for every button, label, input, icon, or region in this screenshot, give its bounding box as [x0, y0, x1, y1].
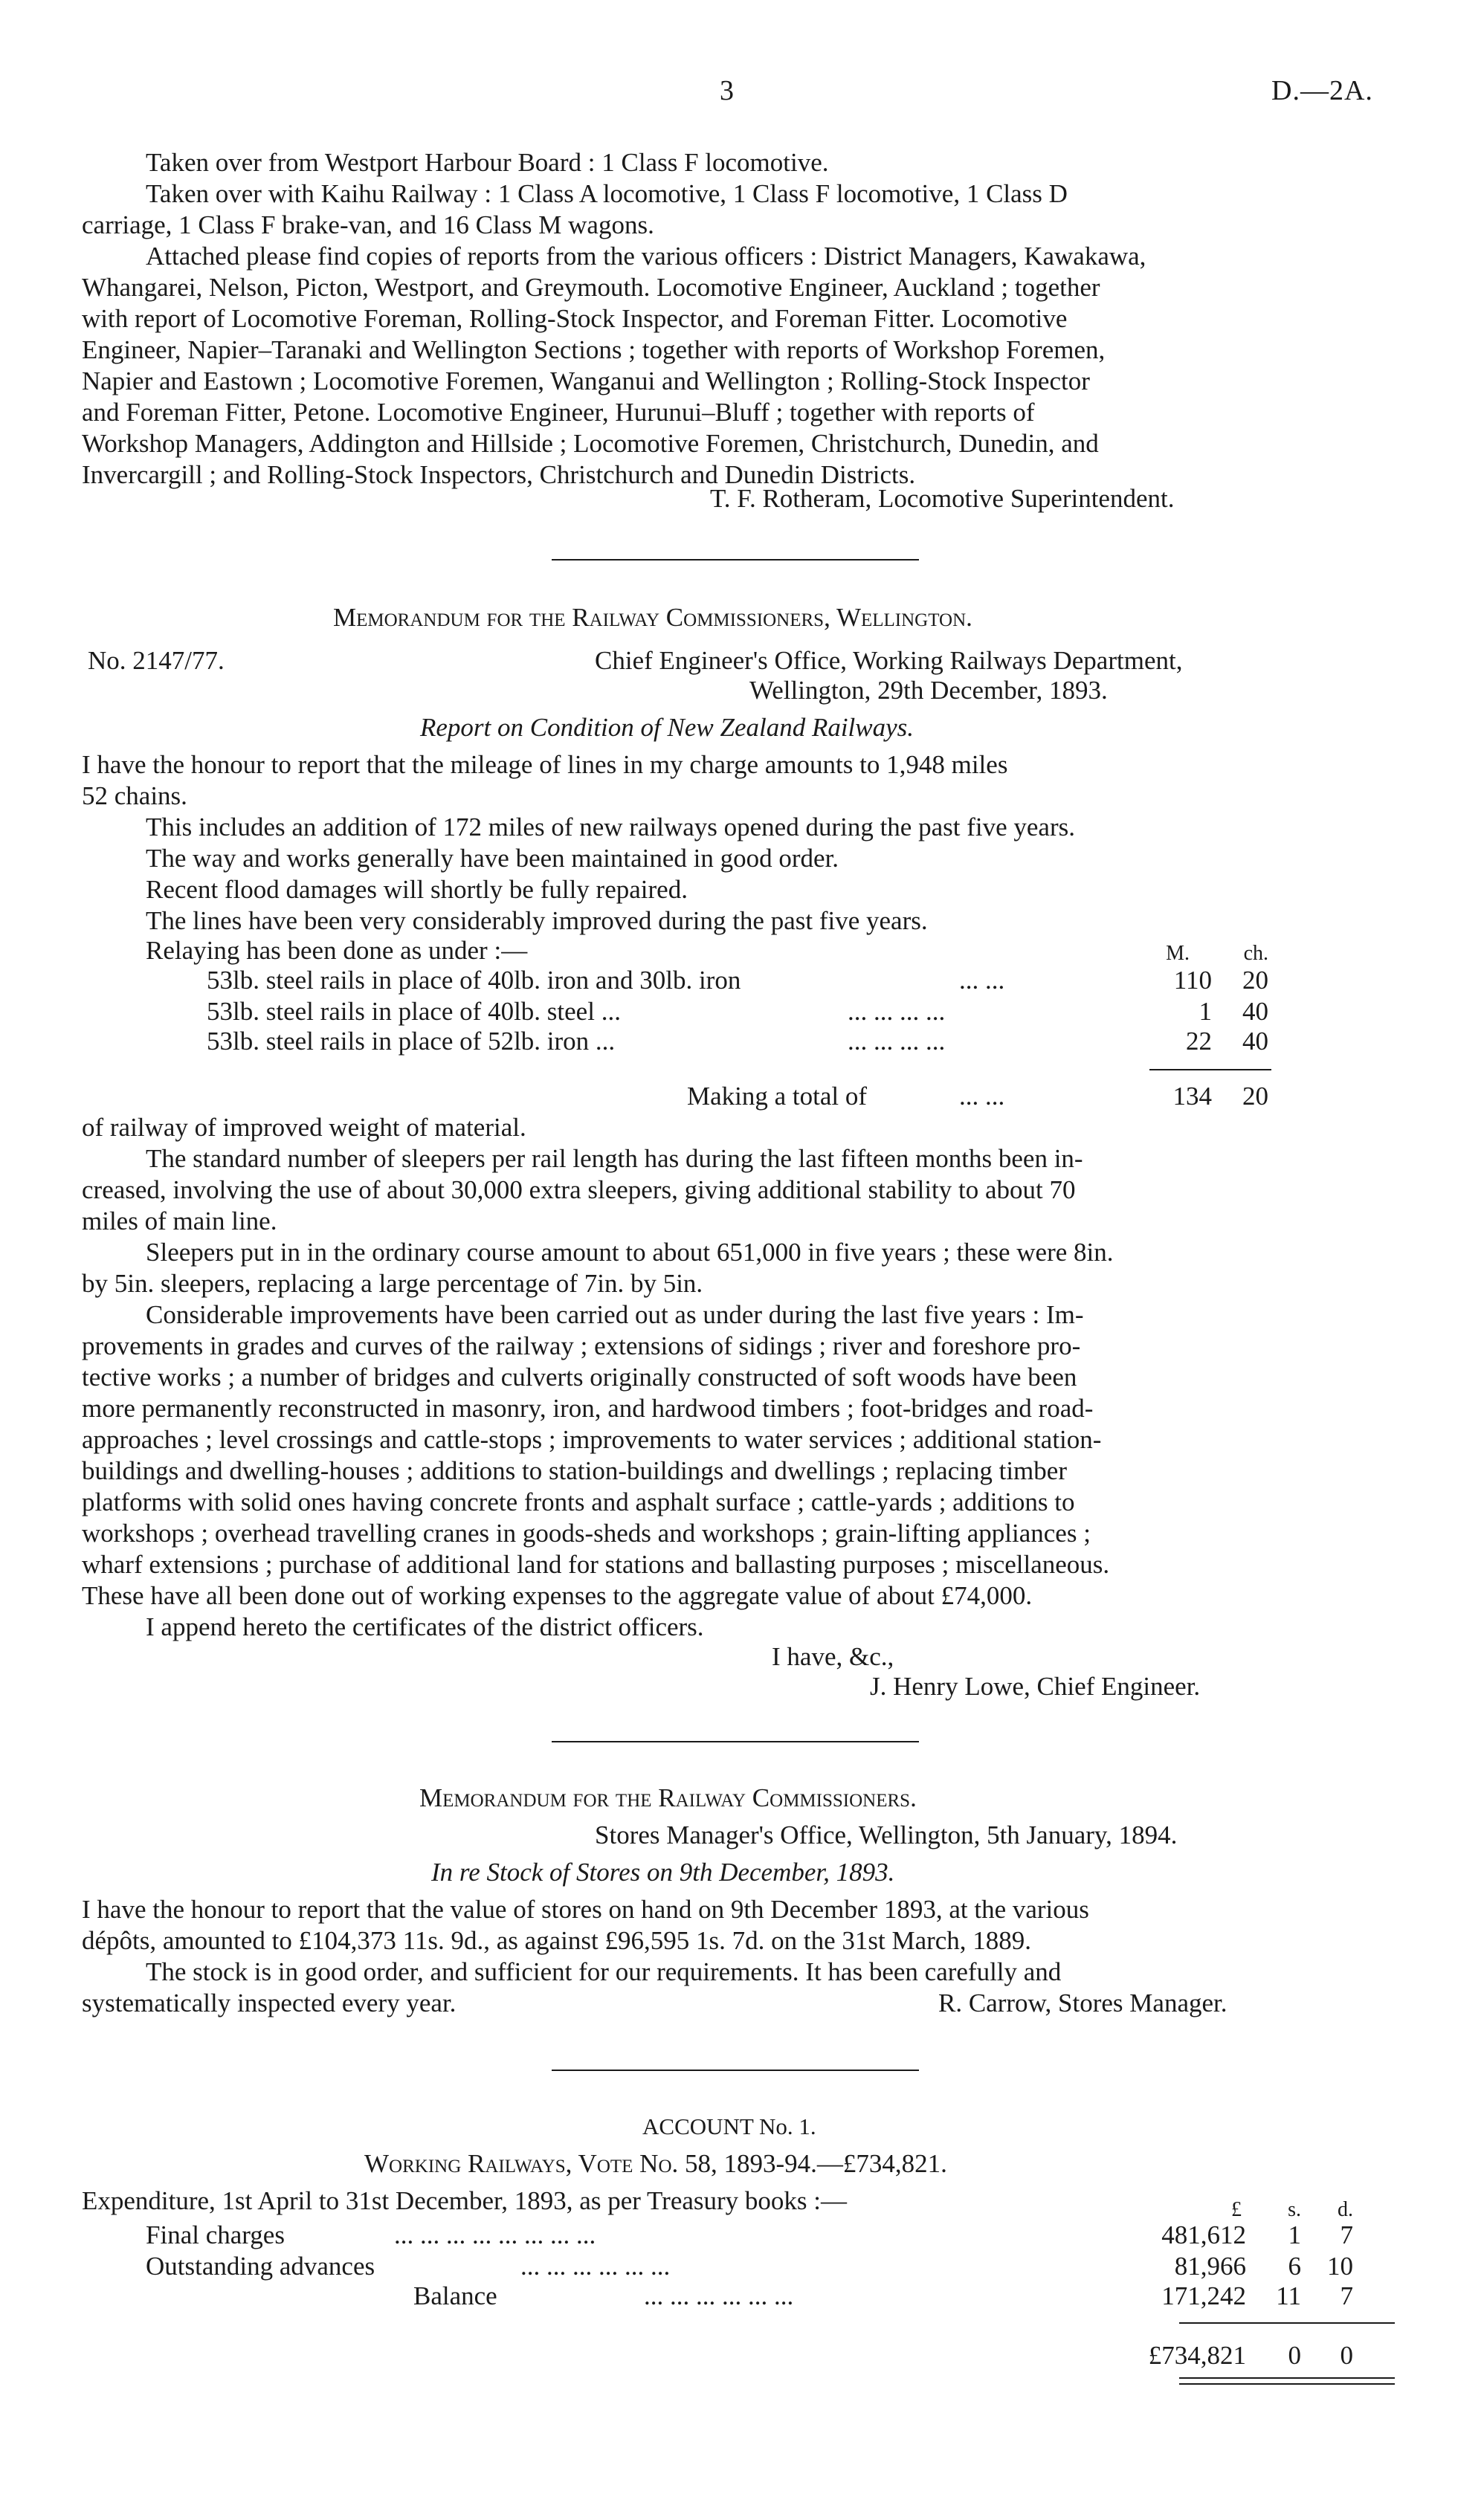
- row-leaders: ... ... ... ... ... ...: [644, 2281, 794, 2310]
- column-header-pounds: £: [1231, 2198, 1242, 2221]
- text-line: Considerable improvements have been carried out as under during the last five years : Im-: [146, 1300, 1084, 1329]
- row-leaders: ... ... ... ... ... ...: [520, 2252, 671, 2281]
- text-line: Workshop Managers, Addington and Hillside ; Locomotive Foremen, Christchurch, Dunedin, and: [82, 429, 1099, 458]
- text-line: Napier and Eastown ; Locomotive Foremen, Wanganui and Wellington ; Rolling-Stock Inspector: [82, 366, 1090, 395]
- text-line: creased, involving the use of about 30,000 extra sleepers, giving additional stability to about 70: [82, 1175, 1076, 1204]
- text-line: workshops ; overhead travelling cranes in goods-sheds and workshops ; grain-lifting appliances ;: [82, 1519, 1091, 1548]
- column-header-chains: ch.: [1243, 942, 1268, 965]
- column-header-miles: M.: [1166, 942, 1190, 965]
- text-line: Sleepers put in in the ordinary course amount to about 651,000 in five years ; these were 8in.: [146, 1238, 1114, 1267]
- account-sum-rule: [1179, 2322, 1395, 2324]
- page-number: 3: [720, 75, 734, 106]
- text-line: and Foreman Fitter, Petone. Locomotive Engineer, Hurunui–Bluff ; together with reports of: [82, 398, 1035, 427]
- total-shillings: 0: [1288, 2341, 1301, 2370]
- text-line: Attached please find copies of reports from the various officers : District Managers, Kawakawa,: [146, 242, 1146, 271]
- account-subtitle: Working Railways, Vote No. 58, 1893-94.—£734,821.: [364, 2149, 947, 2178]
- row-miles: 22: [1186, 1027, 1212, 1056]
- memo-office-line: Stores Manager's Office, Wellington, 5th January, 1894.: [595, 1820, 1178, 1849]
- table-sum-rule: [1149, 1069, 1271, 1070]
- account-title: ACCOUNT No. 1.: [642, 2113, 816, 2139]
- total-leaders: ... ...: [959, 1082, 1005, 1111]
- text-line: provements in grades and curves of the railway ; extensions of sidings ; river and foreshore pro-: [82, 1331, 1081, 1360]
- document-reference: D.—2A.: [1271, 75, 1373, 106]
- row-miles: 1: [1199, 997, 1212, 1026]
- column-header-pence: d.: [1338, 2198, 1353, 2221]
- row-label: 53lb. steel rails in place of 40lb. iron and 30lb. iron: [207, 966, 741, 995]
- total-chains: 20: [1242, 1082, 1268, 1111]
- text-line: The standard number of sleepers per rail length has during the last fifteen months been in-: [146, 1144, 1083, 1173]
- memo-reference-number: No. 2147/77.: [88, 646, 225, 675]
- row-label: Balance: [413, 2281, 497, 2310]
- row-shillings: 6: [1288, 2252, 1301, 2281]
- text-line: The lines have been very considerably improved during the past five years.: [146, 906, 928, 935]
- text-line: of railway of improved weight of material.: [82, 1113, 526, 1142]
- text-line: wharf extensions ; purchase of additional land for stations and ballasting purposes ; miscellaneous.: [82, 1550, 1110, 1579]
- text-line: carriage, 1 Class F brake-van, and 16 Class M wagons.: [82, 210, 654, 239]
- text-line: by 5in. sleepers, replacing a large percentage of 7in. by 5in.: [82, 1269, 703, 1298]
- section-divider: [552, 1741, 919, 1742]
- text-line: miles of main line.: [82, 1206, 277, 1235]
- total-pounds: £734,821: [1148, 2341, 1246, 2370]
- account-total-rule-bottom: [1179, 2383, 1395, 2385]
- row-shillings: 1: [1288, 2220, 1301, 2249]
- text-line: dépôts, amounted to £104,373 11s. 9d., as against £96,595 1s. 7d. on the 31st March, 1889.: [82, 1926, 1032, 1955]
- row-pounds: 81,966: [1174, 2252, 1246, 2281]
- text-line: approaches ; level crossings and cattle-stops ; improvements to water services ; additional station-: [82, 1425, 1102, 1454]
- row-label: Outstanding advances: [146, 2252, 375, 2281]
- text-line: Whangarei, Nelson, Picton, Westport, and Greymouth. Locomotive Engineer, Auckland ; together: [82, 273, 1100, 302]
- text-line: The stock is in good order, and sufficient for our requirements. It has been carefully and: [146, 1957, 1062, 1986]
- row-leaders: ... ... ... ...: [848, 1027, 946, 1056]
- row-chains: 40: [1242, 1027, 1268, 1056]
- row-pounds: 171,242: [1161, 2281, 1246, 2310]
- text-line: tective works ; a number of bridges and culverts originally constructed of soft woods have been: [82, 1363, 1077, 1392]
- text-line: I have the honour to report that the mileage of lines in my charge amounts to 1,948 miles: [82, 750, 1008, 779]
- memo-heading: Memorandum for the Railway Commissioners, Wellington.: [333, 603, 972, 632]
- text-line: I have the honour to report that the value of stores on hand on 9th December 1893, at the various: [82, 1895, 1089, 1924]
- row-pence: 7: [1340, 2281, 1353, 2310]
- signature: R. Carrow, Stores Manager.: [938, 1988, 1227, 2017]
- row-leaders: ... ...: [959, 966, 1005, 995]
- text-line: more permanently reconstructed in masonry, iron, and hardwood timbers ; foot-bridges and road-: [82, 1394, 1094, 1423]
- text-line: Taken over with Kaihu Railway : 1 Class A locomotive, 1 Class F locomotive, 1 Class D: [146, 179, 1068, 208]
- memo-date-line: Wellington, 29th December, 1893.: [749, 676, 1108, 705]
- total-miles: 134: [1172, 1082, 1212, 1111]
- memo-heading: Memorandum for the Railway Commissioners.: [419, 1783, 917, 1812]
- closing-line: I have, &c.,: [772, 1642, 894, 1671]
- row-miles: 110: [1173, 966, 1212, 995]
- signature: T. F. Rotheram, Locomotive Superintendent.: [710, 484, 1175, 513]
- row-pence: 10: [1327, 2252, 1353, 2281]
- text-line: platforms with solid ones having concrete fronts and asphalt surface ; cattle-yards ; additions to: [82, 1487, 1075, 1516]
- row-leaders: ... ... ... ... ... ... ... ...: [394, 2220, 596, 2249]
- row-shillings: 11: [1276, 2281, 1301, 2310]
- row-label: 53lb. steel rails in place of 40lb. steel ...: [207, 997, 621, 1026]
- total-label: Making a total of: [687, 1082, 868, 1111]
- memo-subject: In re Stock of Stores on 9th December, 1893.: [431, 1858, 895, 1887]
- signature: J. Henry Lowe, Chief Engineer.: [870, 1672, 1201, 1701]
- report-title: Report on Condition of New Zealand Railways.: [420, 713, 914, 742]
- text-line: buildings and dwelling-houses ; additions to station-buildings and dwellings ; replacing timber: [82, 1456, 1067, 1485]
- text-line: Recent flood damages will shortly be fully repaired.: [146, 875, 688, 904]
- row-chains: 40: [1242, 997, 1268, 1026]
- row-leaders: ... ... ... ...: [848, 997, 946, 1026]
- account-total-rule-top: [1179, 2377, 1395, 2379]
- row-chains: 20: [1242, 966, 1268, 995]
- row-label: Final charges: [146, 2220, 285, 2249]
- text-line: 52 chains.: [82, 781, 187, 810]
- text-line: Engineer, Napier–Taranaki and Wellington Sections ; together with reports of Workshop Foremen,: [82, 335, 1106, 364]
- section-divider: [552, 559, 919, 560]
- text-line: Taken over from Westport Harbour Board : 1 Class F locomotive.: [146, 148, 829, 177]
- section-divider: [552, 2070, 919, 2071]
- row-label: 53lb. steel rails in place of 52lb. iron ...: [207, 1027, 616, 1056]
- column-header-shillings: s.: [1288, 2198, 1301, 2221]
- text-line: with report of Locomotive Foreman, Rolling-Stock Inspector, and Foreman Fitter. Locomotive: [82, 304, 1068, 333]
- text-line: Invercargill ; and Rolling-Stock Inspectors, Christchurch and Dunedin Districts.: [82, 460, 916, 489]
- text-line: The way and works generally have been maintained in good order.: [146, 844, 839, 873]
- row-pounds: 481,612: [1161, 2220, 1246, 2249]
- text-line: This includes an addition of 172 miles of new railways opened during the past five years.: [146, 812, 1075, 841]
- text-line: I append hereto the certificates of the district officers.: [146, 1612, 704, 1641]
- account-intro: Expenditure, 1st April to 31st December, 1893, as per Treasury books :—: [82, 2186, 848, 2215]
- text-line: Relaying has been done as under :—: [146, 936, 528, 965]
- memo-office-line: Chief Engineer's Office, Working Railways Department,: [595, 646, 1183, 675]
- text-line: systematically inspected every year.: [82, 1988, 457, 2017]
- total-pence: 0: [1340, 2341, 1353, 2370]
- text-line: These have all been done out of working expenses to the aggregate value of about £74,000.: [82, 1581, 1033, 1610]
- row-pence: 7: [1340, 2220, 1353, 2249]
